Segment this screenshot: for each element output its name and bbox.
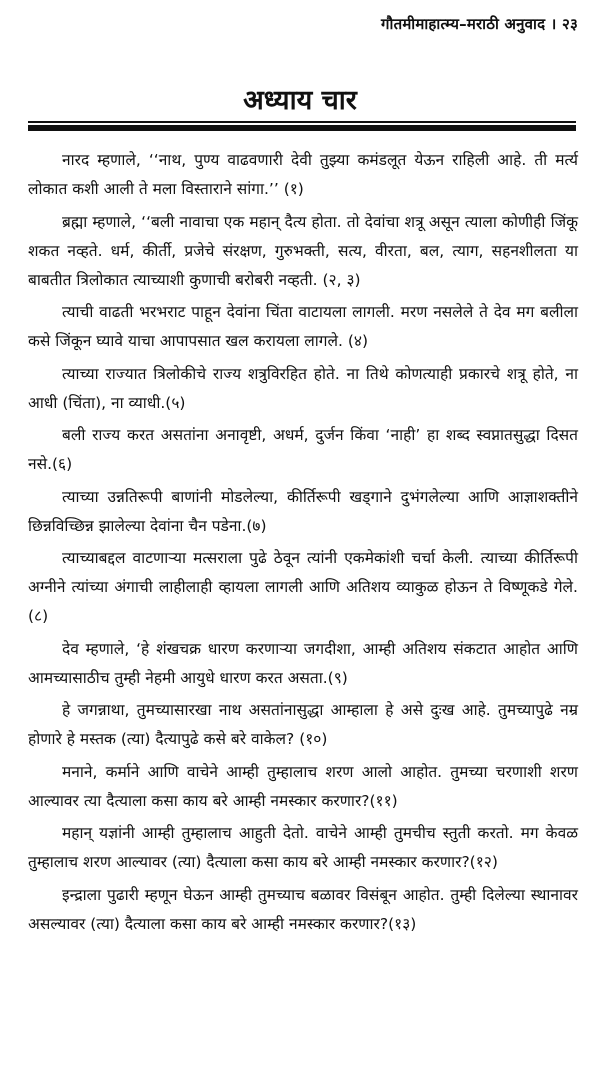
paragraph-6: त्याच्या उन्नतिरूपी बाणांनी मोडलेल्या, कीर्तिरूपी खड्गाने दुभंगलेल्या आणि आज्ञाशक्तीने छिन्नविच्छिन्न झालेल्या देवांना चैन पडेना.(७) bbox=[28, 487, 578, 535]
running-header: गौतमीमाहात्म्य–मराठी अनुवाद । २३ bbox=[381, 15, 578, 33]
paragraph-12: इन्द्राला पुढारी म्हणून घेऊन आम्ही तुमच्याच बळावर विसंबून आहोत. तुम्ही दिलेल्या स्थानावर असल्यावर (त्या) दैत्याला कसा काय बरे आम्ही नमस्कार करणार?(१३) bbox=[28, 885, 578, 933]
title-divider-thick bbox=[28, 125, 576, 131]
title-divider-thin bbox=[28, 121, 576, 123]
paragraph-8: देव म्हणाले, ‘हे शंखचक्र धारण करणाऱ्या जगदीशा, आम्ही अतिशय संकटात आहोत आणि आमच्यासाठीच तुम्ही नेहमी आयुधे धारण करत असता.(९) bbox=[28, 639, 578, 687]
paragraph-5: बली राज्य करत असतांना अनावृष्टी, अधर्म, दुर्जन किंवा ‘नाही’ हा शब्द स्वप्नातसुद्धा दिसत नसे.(६) bbox=[28, 426, 578, 473]
paragraph-4: त्याच्या राज्यात त्रिलोकीचे राज्य शत्रुविरहित होते. ना तिथे कोणत्याही प्रकारचे शत्रू होते, ना आधी (चिंता), ना व्याधी.(५) bbox=[28, 364, 578, 412]
paragraph-1: नारद म्हणाले, ‘‘नाथ, पुण्य वाढवणारी देवी तुझ्या कमंडलूत येऊन राहिली आहे. ती मर्त्य लोकात कशी आली ते मला विस्ताराने सांगा.’’ (१) bbox=[28, 151, 578, 198]
paragraph-10: मनाने, कर्माने आणि वाचेने आम्ही तुम्हालाच शरण आलो आहोत. तुमच्या चरणाशी शरण आल्यावर त्या दैत्याला कसा काय बरे आम्ही नमस्कार करणार?(११) bbox=[28, 762, 578, 810]
paragraph-11: महान् यज्ञांनी आम्ही तुम्हालाच आहुती देतो. वाचेने आम्ही तुमचीच स्तुती करतो. मग केवळ तुम्हालाच शरण आल्यावर (त्या) दैत्याला कसा काय बरे आम्ही नमस्कार करणार?(१२) bbox=[28, 824, 578, 871]
paragraph-2: ब्रह्मा म्हणाले, ‘‘बली नावाचा एक महान् दैत्य होता. तो देवांचा शत्रू असून त्याला कोणीही जिंकू शकत नव्हते. धर्म, कीर्ती, प्रजेचे संरक्षण, गुरुभक्ती, सत्य, वीरता, बल, त्याग, सहनशीलता या बाबतीत त्रिलोकात त्याच्याशी कुणाची बरोबरी नव्हती. (२, ३) bbox=[28, 212, 578, 289]
paragraph-3: त्याची वाढती भरभराट पाहून देवांना चिंता वाटायला लागली. मरण नसलेले ते देव मग बलीला कसे जिंकून घ्यावे याचा आपापसात खल करायला लागले. (४) bbox=[28, 303, 578, 350]
chapter-title: अध्याय चार bbox=[243, 85, 357, 116]
paragraph-7: त्याच्याबद्दल वाटणाऱ्या मत्सराला पुढे ठेवून त्यांनी एकमेकांशी चर्चा केली. त्याच्या कीर्तिरूपी अग्नीने त्यांच्या अंगाची लाहीलाही व्हायला लागली आणि अतिशय व्याकुळ होऊन ते विष्णूकडे गेले. (८) bbox=[28, 549, 578, 625]
chapter-body bbox=[28, 146, 578, 942]
paragraph-9: हे जगन्नाथा, तुमच्यासारखा नाथ असतांनासुद्धा आम्हाला हे असे दुःख आहे. तुमच्यापुढे नम्र होणारे हे मस्तक (त्या) दैत्यापुढे कसे बरे वाकेल? (१०) bbox=[28, 701, 578, 748]
